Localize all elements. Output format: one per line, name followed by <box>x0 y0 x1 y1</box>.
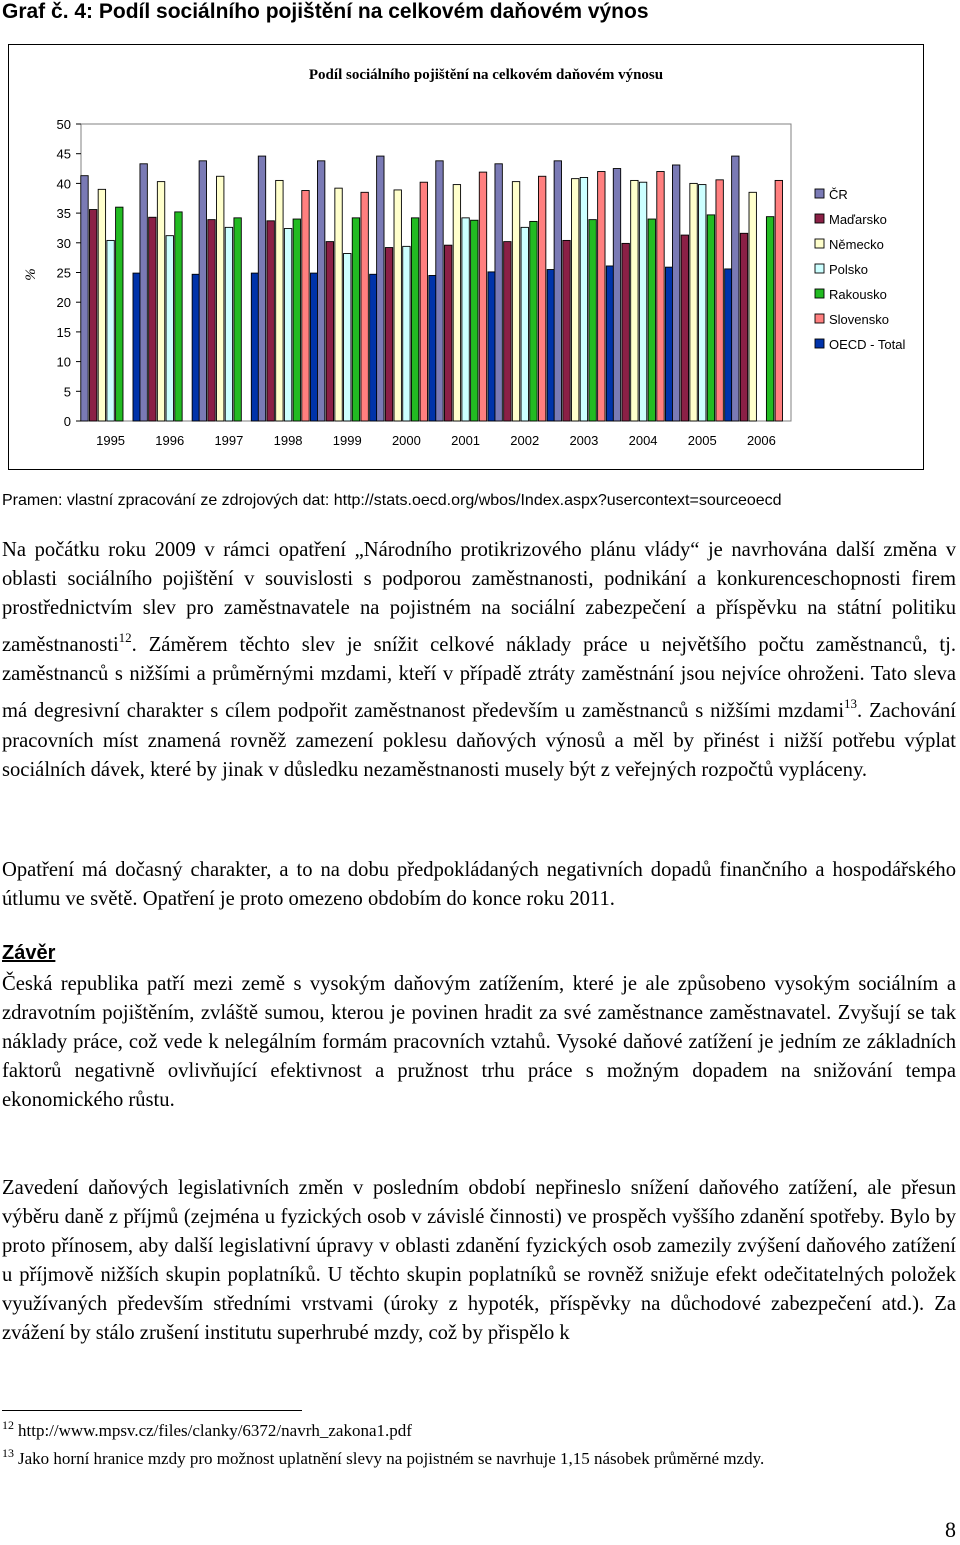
y-tick-label: 0 <box>63 414 71 429</box>
x-tick-label: 2005 <box>687 433 717 448</box>
bar <box>538 176 545 421</box>
bar <box>335 188 342 421</box>
paragraph-1 <box>2 536 956 785</box>
footnote-12-number: 12 <box>2 1418 14 1432</box>
bar <box>589 220 596 421</box>
bar <box>648 219 655 421</box>
bar <box>98 189 105 421</box>
bar <box>370 274 377 421</box>
footnote-divider <box>2 1410 302 1411</box>
bar <box>775 180 782 421</box>
bar <box>116 207 123 421</box>
bar <box>479 172 486 421</box>
chart-title: Podíl sociálního pojištění na celkovém daňovém výnosu <box>308 67 664 83</box>
y-tick-label: 45 <box>56 146 71 162</box>
paragraph-2: Opatření má dočasný charakter, a to na dobu předpokládaných negativních dopadů finančního a hospodářského útlumu ve světě. Opatření je proto omezeno obdobím do konce roku 2011. <box>2 859 956 911</box>
bar <box>175 212 182 421</box>
footnote-12 <box>2 1418 412 1441</box>
legend-label: OECD - Total <box>829 337 906 352</box>
bar <box>276 180 283 421</box>
paragraph-1-part-b: . Záměrem těchto slev je snížit celkové náklady práce u největšího počtu zaměstnanců, tj. zaměstnanců s nižšími a průměrnými mzdami, kteří v případě ztráty zaměstnání jsou nejvíce ohroženi. Tato sleva má degresivní charakter s cílem podpořit zaměstnanost především u zaměstnanců s nižšími mzdami <box>2 634 956 723</box>
bar <box>606 266 613 421</box>
footnote-ref-13[interactable]: 13 <box>844 696 858 712</box>
section-title-zaver: Závěr <box>2 942 56 964</box>
footnote-12-text[interactable]: http://www.mpsv.cz/files/clanky/6372/navrh_zakona1.pdf <box>18 1421 412 1440</box>
bar <box>471 220 478 421</box>
bar <box>504 242 511 421</box>
y-tick-label: 10 <box>56 354 71 370</box>
bar <box>622 243 629 421</box>
bar <box>267 221 274 421</box>
bar <box>690 183 697 421</box>
legend-swatch <box>815 239 824 248</box>
bar <box>251 273 258 421</box>
bar <box>547 270 554 421</box>
bar <box>444 245 451 421</box>
bar <box>361 192 368 421</box>
x-tick-label: 2004 <box>628 433 658 448</box>
legend-swatch <box>815 339 824 348</box>
footnote-13 <box>2 1446 764 1469</box>
footnote-ref-12[interactable]: 12 <box>118 630 132 646</box>
legend-swatch <box>815 189 824 198</box>
bar <box>740 233 747 421</box>
bar <box>258 156 265 421</box>
bar <box>284 229 291 421</box>
bar <box>631 180 638 421</box>
x-tick-label: 2002 <box>510 433 540 448</box>
x-tick-label: 1995 <box>96 433 126 448</box>
paragraph-1-part-a: Na počátku roku 2009 v rámci opatření „Národního protikrizového plánu vlády“ je navrhována další změna v oblasti sociálního pojištění v souvislosti s podporou zaměstnanosti, podnikání a konkurenceschopnosti firem prostřednictvím slev pro zaměstnavatele na pojistném na sociální zabezpečení a příspěvku na státní politiku zaměstnanosti <box>2 539 956 657</box>
y-tick-label: 30 <box>56 235 71 251</box>
bar <box>352 218 359 421</box>
x-tick-label: 2001 <box>451 433 481 448</box>
bar <box>326 242 333 421</box>
legend-swatch <box>815 214 824 223</box>
bar <box>598 172 605 421</box>
y-axis-label: % <box>23 268 39 281</box>
bar <box>310 273 317 421</box>
bar <box>699 185 706 421</box>
y-tick-label: 20 <box>56 295 71 311</box>
legend-label: ČR <box>829 187 848 202</box>
bar <box>208 220 215 421</box>
bar <box>89 210 96 421</box>
bar <box>495 164 502 421</box>
x-tick-label: 2000 <box>391 433 421 448</box>
x-tick-label: 2006 <box>746 433 776 448</box>
bar <box>429 275 436 421</box>
bar <box>657 172 664 421</box>
bar <box>140 164 147 421</box>
bar <box>157 182 164 421</box>
bar <box>293 219 300 421</box>
bar <box>411 218 418 421</box>
legend-label: Maďarsko <box>829 212 887 227</box>
bar <box>385 248 392 421</box>
x-tick-label: 1996 <box>155 433 185 448</box>
bar <box>436 161 443 421</box>
y-tick-label: 5 <box>63 384 71 400</box>
bar <box>302 191 309 421</box>
bar <box>133 273 140 421</box>
bar <box>149 217 156 421</box>
legend-label: Německo <box>829 237 884 252</box>
chart-container <box>8 44 924 470</box>
y-tick-label: 35 <box>56 206 71 222</box>
bar <box>403 246 410 421</box>
source-link[interactable]: http://stats.oecd.org/wbos/Index.aspx?usercontext=sourceoecd <box>333 492 782 509</box>
bar <box>639 182 646 421</box>
bar <box>521 227 528 421</box>
y-tick-label: 40 <box>56 176 71 192</box>
x-tick-label: 1999 <box>332 433 362 448</box>
bar <box>199 161 206 421</box>
bar <box>453 185 460 421</box>
legend-label: Slovensko <box>829 312 889 327</box>
bar <box>344 253 351 421</box>
footnote-13-number: 13 <box>2 1446 14 1460</box>
paragraph-3: Česká republika patří mezi země s vysokým daňovým zatížením, které je ale způsobeno vysokým sociálním a zdravotním pojištěním, zvláště sumou, kterou je povinen hradit za své zaměstnance zaměstnavatel. Zvyšují se tak náklady práce, což vede k nelegálním formám pracovních vztahů. Vysoké daňové zatížení je jedním ze základních faktorů negativně ovlivňující efektivnost a pružnost trhu práce s možným dopadem na snižování tempa ekonomického růstu. <box>2 973 956 1112</box>
bar <box>488 272 495 421</box>
legend-swatch <box>815 289 824 298</box>
bar <box>766 217 773 421</box>
source-line <box>2 492 782 510</box>
bar <box>530 221 537 421</box>
footnote-13-text: Jako horní hranice mzdy pro možnost uplatnění slevy na pojistném se navrhuje 1,15 násobek průměrné mzdy. <box>18 1449 765 1468</box>
paragraph-4: Zavedení daňových legislativních změn v posledním období nepřineslo snížení daňového zatížení, ale přesun výběru daně z příjmů (zejména u fyzických osob v závislé činnosti) ve prospěch vyššího zdanění spotřeby. Bylo by proto přínosem, aby další legislativní úpravy v oblasti zdanění fyzických osob zamezily zvýšení daňového zatížení u příjmově nižších skupin poplatníků. U těchto skupin poplatníků se rovněž snižuje efekt odečitatelných položek využívaných především středními vrstvami (úroky z hypoték, příspěvky na důchodové zabezpečení atd.). Za zvážení by stálo zrušení institutu superhrubé mzdy, což by přispělo k <box>2 1177 956 1345</box>
bar <box>749 192 756 421</box>
bar <box>716 180 723 421</box>
bar <box>394 190 401 421</box>
bar <box>707 215 714 421</box>
bar <box>732 156 739 421</box>
legend-label: Rakousko <box>829 287 887 302</box>
figure-heading: Graf č. 4: Podíl sociálního pojištění na celkovém daňovém výnos <box>2 0 649 23</box>
bar <box>725 269 732 421</box>
legend-swatch <box>815 264 824 273</box>
source-prefix: Pramen: vlastní zpracování ze zdrojových dat: <box>2 492 334 509</box>
bar <box>572 179 579 421</box>
bar <box>166 236 173 421</box>
y-tick-label: 25 <box>56 265 71 281</box>
paragraph-1-part-c: . Zachování pracovních míst znamená rovněž zamezení poklesu daňových výnosů a měl by přinést i nižší potřebu výplat sociálních dávek, které by jinak v důsledku nezaměstnanosti musely být z veřejných rozpočtů vypláceny. <box>2 700 956 781</box>
bar <box>234 218 241 421</box>
bar <box>613 169 620 421</box>
bar <box>217 176 224 421</box>
bar <box>107 240 114 421</box>
bar <box>665 267 672 421</box>
bar <box>681 235 688 421</box>
x-tick-label: 1997 <box>214 433 244 448</box>
bar <box>377 156 384 421</box>
bar <box>563 240 570 421</box>
bar <box>81 176 88 421</box>
bar <box>512 182 519 421</box>
bar <box>192 274 199 421</box>
bar <box>225 227 232 421</box>
bar <box>317 161 324 421</box>
legend-swatch <box>815 314 824 323</box>
page-number: 8 <box>945 1517 956 1542</box>
bar-chart <box>9 45 923 469</box>
bar <box>672 165 679 421</box>
x-tick-label: 1998 <box>273 433 303 448</box>
y-tick-label: 50 <box>56 117 71 132</box>
y-tick-label: 15 <box>56 324 71 340</box>
x-tick-label: 2003 <box>569 433 599 448</box>
bar <box>420 182 427 421</box>
bar <box>462 218 469 421</box>
bar <box>554 161 561 421</box>
bar <box>580 177 587 421</box>
legend-label: Polsko <box>829 262 869 277</box>
